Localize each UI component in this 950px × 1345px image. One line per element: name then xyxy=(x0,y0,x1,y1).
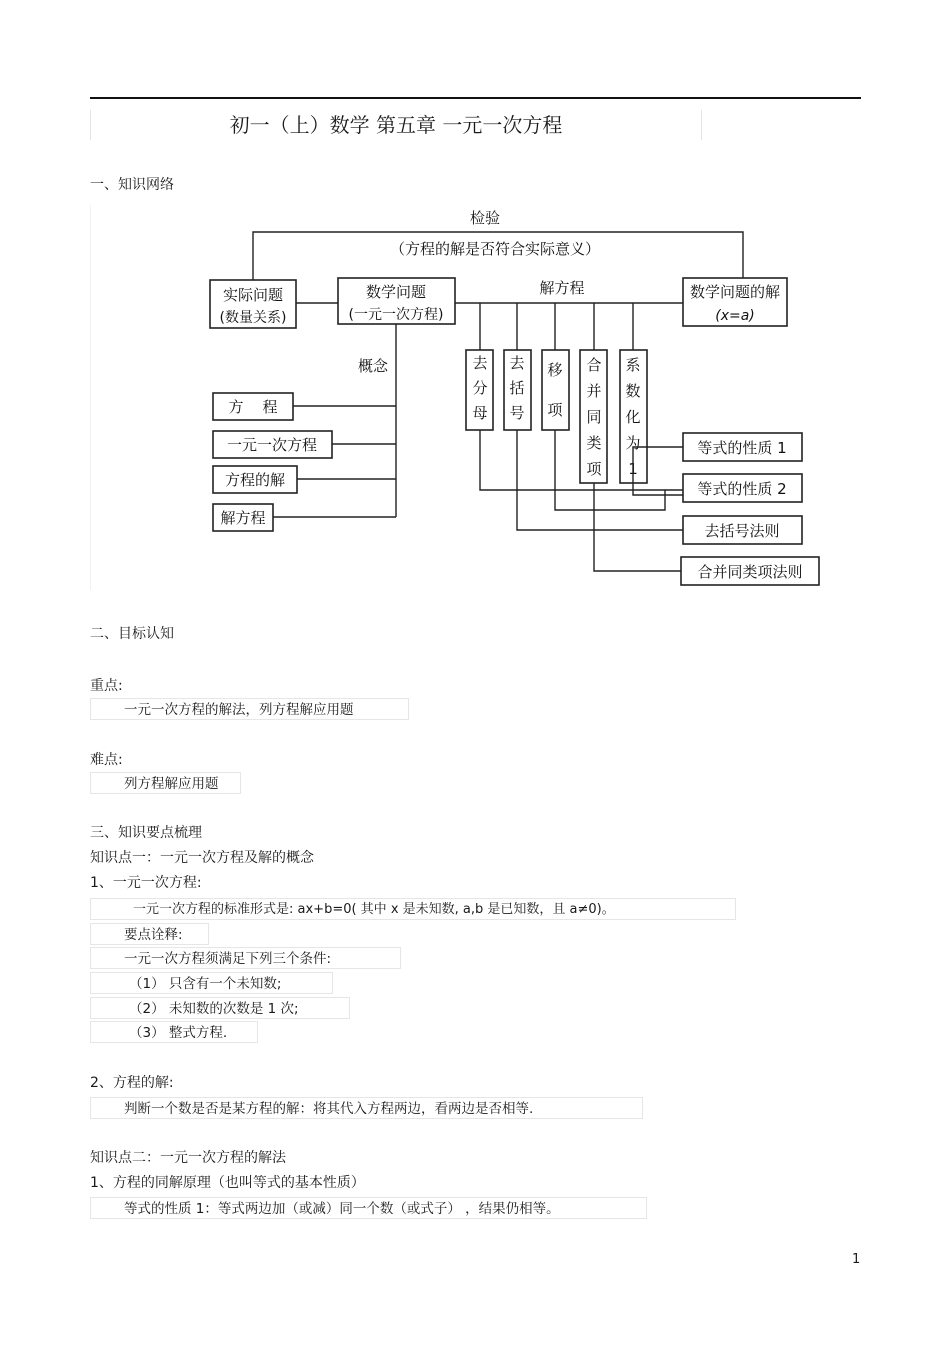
step4-char1: 合 xyxy=(586,356,602,374)
step5-char4: 为 xyxy=(625,434,641,452)
top-rule xyxy=(90,97,861,99)
concept-solve: 解方程 xyxy=(220,509,266,527)
step5-char3: 化 xyxy=(625,408,641,426)
step4-char4: 类 xyxy=(586,434,602,452)
difficult-points-text: 列方程解应用题 xyxy=(90,772,241,794)
step4-char5: 项 xyxy=(586,460,602,478)
page-title: 初一（上）数学 第五章 一元一次方程 xyxy=(90,110,702,140)
concept-label: 概念 xyxy=(357,357,389,375)
real-problem-line1: 实际问题 xyxy=(222,286,284,304)
concept-equation: 方 程 xyxy=(228,398,278,416)
knowledge-network-diagram xyxy=(90,205,830,595)
check-label: 检验 xyxy=(469,209,501,227)
section-knowledge-network: 一、知识网络 xyxy=(90,177,174,193)
step4-char3: 同 xyxy=(586,408,602,426)
math-solution-line2: (x=a) xyxy=(715,308,755,324)
same-solution-principle-heading: 1、方程的同解原理（也叫等式的基本性质） xyxy=(90,1175,365,1191)
concept-linear: 一元一次方程 xyxy=(226,436,318,454)
page-number: 1 xyxy=(852,1252,861,1267)
step3-char1: 移 xyxy=(547,361,563,379)
notes-label: 要点诠释: xyxy=(90,923,209,945)
step3-char2: 项 xyxy=(547,401,563,419)
rule-bracket-removal: 去括号法则 xyxy=(704,522,780,540)
real-problem-line2: (数量关系) xyxy=(219,310,287,326)
rule-equality-property-1: 等式的性质 1 xyxy=(697,439,787,457)
step1-char2: 分 xyxy=(472,379,488,397)
knowledge-point-2-heading: 知识点二：一元一次方程的解法 xyxy=(90,1150,286,1166)
math-problem-line1: 数学问题 xyxy=(365,283,427,301)
key-points-label: 重点: xyxy=(90,678,123,694)
standard-form-text: 一元一次方程的标准形式是: ax+b=0( 其中 x 是未知数, a,b 是已知数，且 a≠0)。 xyxy=(90,898,736,920)
conditions-intro: 一元一次方程须满足下列三个条件: xyxy=(90,947,401,969)
concept-solution: 方程的解 xyxy=(224,471,286,489)
solution-definition: 判断一个数是否是某方程的解：将其代入方程两边，看两边是否相等. xyxy=(90,1097,643,1119)
rule-combine-like-terms: 合并同类项法则 xyxy=(697,563,803,581)
check-note: （方程的解是否符合实际意义） xyxy=(389,240,601,258)
linear-equation-heading: 1、一元一次方程: xyxy=(90,875,202,891)
step1-char3: 母 xyxy=(472,404,488,422)
key-points-text: 一元一次方程的解法，列方程解应用题 xyxy=(90,698,409,720)
step2-char3: 号 xyxy=(509,404,525,422)
condition-3: （3） 整式方程. xyxy=(90,1021,258,1043)
solve-label: 解方程 xyxy=(539,279,585,297)
section-knowledge-points: 三、知识要点梳理 xyxy=(90,825,202,841)
section-target-awareness: 二、目标认知 xyxy=(90,626,174,642)
step2-char1: 去 xyxy=(509,354,525,372)
equality-property-1-text: 等式的性质 1：等式两边加（或减）同一个数（或式子） ，结果仍相等。 xyxy=(90,1197,647,1219)
equation-solution-heading: 2、方程的解: xyxy=(90,1075,174,1091)
difficult-points-label: 难点: xyxy=(90,752,123,768)
step4-char2: 并 xyxy=(586,382,602,400)
step5-char2: 数 xyxy=(625,382,641,400)
knowledge-point-1-heading: 知识点一：一元一次方程及解的概念 xyxy=(90,850,314,866)
step5-char1: 系 xyxy=(625,356,641,374)
condition-1: （1） 只含有一个未知数; xyxy=(90,972,333,994)
step2-char2: 括 xyxy=(509,379,525,397)
step1-char1: 去 xyxy=(472,354,488,372)
condition-2: （2） 未知数的次数是 1 次; xyxy=(90,997,350,1019)
math-solution-line1: 数学问题的解 xyxy=(689,283,781,301)
rule-equality-property-2: 等式的性质 2 xyxy=(697,480,787,498)
math-problem-line2: (一元一次方程) xyxy=(348,307,444,323)
step5-char5: 1 xyxy=(628,460,638,478)
